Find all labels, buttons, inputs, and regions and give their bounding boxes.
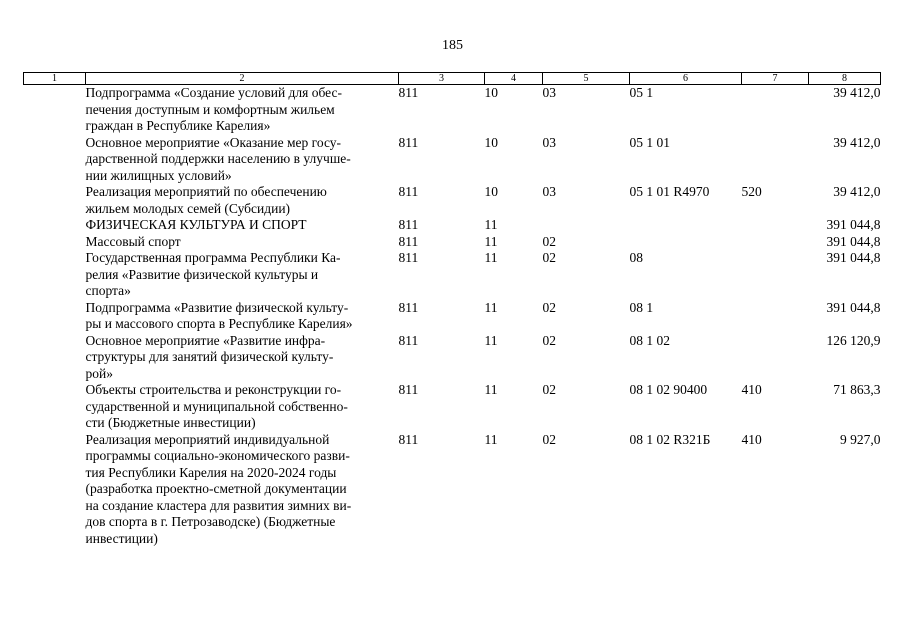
- cell-col-1: [24, 333, 86, 383]
- cell-amount: 391 044,8: [826, 217, 881, 232]
- cell-amount: 9 927,0: [840, 431, 881, 447]
- column-header-8: 8: [809, 73, 881, 85]
- cell-subsection: 03: [542, 134, 556, 150]
- cell-item-name: Подпрограмма «Развитие физической культу- ры и массового спорта в Республике Карелия»: [85, 299, 353, 331]
- cell-target-article: 05 1 01: [629, 134, 670, 150]
- table-row: [24, 85, 881, 135]
- cell-target-article: 08: [629, 250, 643, 265]
- cell-ministry-code: 811: [398, 85, 419, 100]
- table-row: [24, 432, 881, 548]
- cell-amount: 126 120,9: [826, 332, 881, 348]
- cell-ministry-code: 811: [398, 299, 419, 315]
- cell-col-1: [24, 85, 86, 135]
- column-header-5: 5: [543, 73, 630, 85]
- table-body: [24, 85, 881, 548]
- cell-expense-type: [742, 300, 809, 333]
- cell-amount: 391 044,8: [826, 233, 881, 249]
- cell-col-1: [24, 250, 86, 300]
- cell-section: 11: [484, 431, 498, 447]
- budget-table: [23, 72, 881, 547]
- column-header-4: 4: [485, 73, 543, 85]
- cell-expense-type: [742, 250, 809, 300]
- cell-target-article: 08 1 02 90400: [629, 382, 708, 397]
- cell-ministry-code: 811: [398, 184, 419, 199]
- cell-section: 11: [484, 217, 498, 232]
- cell-expense-type: 410: [741, 431, 762, 447]
- column-header-7: 7: [742, 73, 809, 85]
- cell-target-article: 08 1 02: [629, 332, 670, 348]
- cell-item-name: Реализация мероприятий по обеспечению жильем молодых семей (Субсидии): [85, 184, 327, 216]
- column-number-header: [24, 73, 881, 85]
- cell-col-1: [24, 382, 86, 432]
- page-number: 185: [442, 38, 463, 53]
- table-row: [24, 234, 881, 251]
- column-header-3: 3: [399, 73, 485, 85]
- cell-col-1: [24, 135, 86, 185]
- cell-subsection: 02: [542, 332, 556, 348]
- cell-amount: 39 412,0: [833, 184, 881, 199]
- column-header-2: 2: [86, 73, 399, 85]
- cell-target-article: 05 1: [629, 85, 654, 100]
- cell-item-name: Государственная программа Республики Ка- релия «Развитие физической культуры и спорта»: [85, 250, 341, 298]
- cell-ministry-code: 811: [398, 250, 419, 265]
- cell-ministry-code: 811: [398, 134, 419, 150]
- cell-section: 11: [484, 250, 498, 265]
- cell-amount: 39 412,0: [833, 85, 881, 100]
- cell-item-name: Массовый спорт: [85, 233, 181, 249]
- cell-expense-type: 520: [741, 184, 762, 199]
- cell-subsection: [543, 217, 630, 234]
- table-row: [24, 333, 881, 383]
- cell-subsection: 02: [542, 299, 556, 315]
- cell-target-article: [630, 217, 742, 234]
- cell-subsection: 02: [542, 233, 556, 249]
- cell-item-name: ФИЗИЧЕСКАЯ КУЛЬТУРА И СПОРТ: [85, 217, 307, 232]
- cell-item-name: Реализация мероприятий индивидуальной программы социально-экономического разви- тия Республики Карелия на 2020-2024 годы (разработка проектно-сметной документации на создание кластера для развития зимних ви- дов спорта в г. Петрозаводске) (Бюджетные инвестиции): [85, 431, 352, 546]
- cell-target-article: 08 1 02 R321Б: [629, 431, 711, 447]
- cell-amount: 39 412,0: [833, 134, 881, 150]
- cell-ministry-code: 811: [398, 431, 419, 447]
- cell-col-1: [24, 432, 86, 548]
- table-row: [24, 184, 881, 217]
- cell-amount: 391 044,8: [826, 299, 881, 315]
- cell-expense-type: 410: [741, 382, 762, 397]
- cell-expense-type: [742, 234, 809, 251]
- table-row: [24, 300, 881, 333]
- cell-section: 10: [484, 184, 498, 199]
- column-header-1: 1: [24, 73, 86, 85]
- cell-col-1: [24, 184, 86, 217]
- table-row: [24, 382, 881, 432]
- cell-subsection: 02: [542, 382, 556, 397]
- cell-item-name: Подпрограмма «Создание условий для обес- печения доступным и комфортным жильем граждан в Республике Карелия»: [85, 85, 342, 133]
- cell-expense-type: [742, 217, 809, 234]
- cell-expense-type: [742, 135, 809, 185]
- cell-subsection: 02: [542, 250, 556, 265]
- cell-section: 10: [484, 134, 498, 150]
- cell-col-1: [24, 234, 86, 251]
- table-row: [24, 250, 881, 300]
- cell-ministry-code: 811: [398, 382, 419, 397]
- column-header-6: 6: [630, 73, 742, 85]
- cell-subsection: 02: [542, 431, 556, 447]
- cell-target-article: [630, 234, 742, 251]
- cell-expense-type: [742, 85, 809, 135]
- cell-amount: 71 863,3: [833, 382, 881, 397]
- cell-section: 11: [484, 332, 498, 348]
- cell-expense-type: [742, 333, 809, 383]
- cell-col-1: [24, 300, 86, 333]
- cell-amount: 391 044,8: [826, 250, 881, 265]
- cell-section: 11: [484, 299, 498, 315]
- table-row: [24, 135, 881, 185]
- cell-ministry-code: 811: [398, 233, 419, 249]
- cell-target-article: 08 1: [629, 299, 654, 315]
- cell-section: 11: [484, 382, 498, 397]
- cell-ministry-code: 811: [398, 217, 419, 232]
- cell-subsection: 03: [542, 184, 556, 199]
- table-row: [24, 217, 881, 234]
- cell-subsection: 03: [542, 85, 556, 100]
- cell-item-name: Основное мероприятие «Оказание мер госу- дарственной поддержки населению в улучше- нии жилищных условий»: [85, 134, 351, 183]
- cell-target-article: 05 1 01 R4970: [629, 184, 710, 199]
- cell-ministry-code: 811: [398, 332, 419, 348]
- cell-item-name: Объекты строительства и реконструкции го- сударственной и муниципальной собственно- сти (Бюджетные инвестиции): [85, 382, 348, 430]
- cell-item-name: Основное мероприятие «Развитие инфра- структуры для занятий физической культу- рой»: [85, 332, 334, 381]
- cell-section: 10: [484, 85, 498, 100]
- cell-section: 11: [484, 233, 498, 249]
- cell-col-1: [24, 217, 86, 234]
